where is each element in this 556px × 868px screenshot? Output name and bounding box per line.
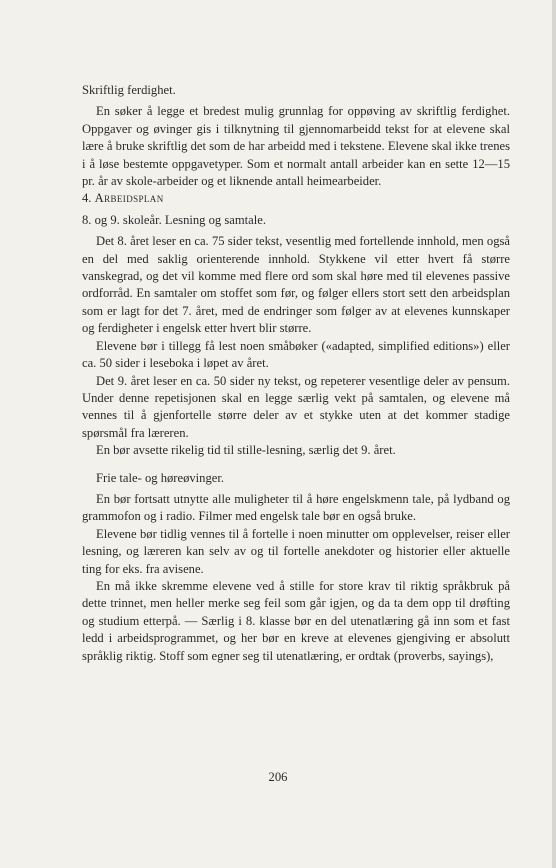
paragraph-skremme: En må ikke skremme elevene ved å stille for store krav til riktig språkbruk på dette trinnet, men heller merke seg feil som går igjen, og da ta dem opp til drøfting og studium etterpå. — Særlig i 8. klasse bør en del utenatlæring gå inn som et fast ledd i arbeidsprogrammet, og her bør en kreve at elevenes gjengiving er absolutt språklig riktig. Stoff som egner seg til utenatlæring, er ordtak (proverbs, sayings), <box>82 578 510 663</box>
page-edge-shadow <box>552 0 556 868</box>
paragraph-skriftlig: En søker å legge et bredest mulig grunnlag for oppøving av skriftlig ferdighet. Oppgaver og øvinger gis i tilknytning til gjennomarbeidd tekst for at elevene skal lære å bruke skriftlig det som de har arbeidd med i tekstene. Elevene skal ikke trenes i å løse bestemte oppgavetyper. Som et normalt antall arbeider kan en sette 12—15 pr. år av skole-arbeider og et liknende antall heimearbeider. <box>82 104 510 189</box>
paragraph-engelskmenn: En bør fortsatt utnytte alle muligheter til å høre engelskmenn tale, på lydband og grammofon og i radio. Filmer med engelsk tale bør en også bruke. <box>82 491 510 524</box>
paragraph-8-aret: Det 8. året leser en ca. 75 sider tekst, vesentlig med fortellende innhold, men også en del med saklig orienterende innhold. Stykkene vil etter hvert få større vanskegrad, og det vil komme med flere ord som skal høre med til elevenes passive ordforråd. En samtaler om stoffet som før, og følger ellers stort sett den arbeidsplan som er lagt for det 7. året, med de endringer som følger av at elevenes kunnskaper og ferdigheter i engelsk etter hvert blir større. <box>82 234 510 336</box>
page-content <box>82 82 510 665</box>
paragraph-smaboker: Elevene bør i tillegg få lest noen småbøker («adapted, simplified editions») eller ca. 50 sider i leseboka i løpet av året. <box>82 338 510 371</box>
paragraph-9-aret: Det 9. året leser en ca. 50 sider ny tekst, og repeterer vesentlige deler av pensum. Under denne repetisjonen skal en legge særlig vekt på samtalen, og elevene må vennes til å gjenfortelle større deler av et stykke uten at det kommer stadige spørsmål fra læreren. <box>82 373 510 440</box>
page-number: 206 <box>268 770 288 784</box>
subheading-skriftlig: Skriftlig ferdighet. <box>82 83 176 97</box>
paragraph-fortelle: Elevene bør tidlig vennes til å fortelle i noen minutter om opplevelser, reiser eller lesning, og læreren kan selv av og til fortelle anekdoter og historier eller aktuelle ting for eks. fra avisene. <box>82 526 510 576</box>
subheading-frie-tale: Frie tale- og høreøvinger. <box>96 470 224 485</box>
section-number: 4. <box>82 191 92 206</box>
section-heading <box>82 190 510 207</box>
paragraph-stille-lesning: En bør avsette rikelig tid til stille-lesning, særlig det 9. året. <box>96 443 396 458</box>
subheading-lesning: 8. og 9. skoleår. Lesning og samtale. <box>82 212 266 227</box>
section-title: Arbeidsplan <box>94 191 164 206</box>
